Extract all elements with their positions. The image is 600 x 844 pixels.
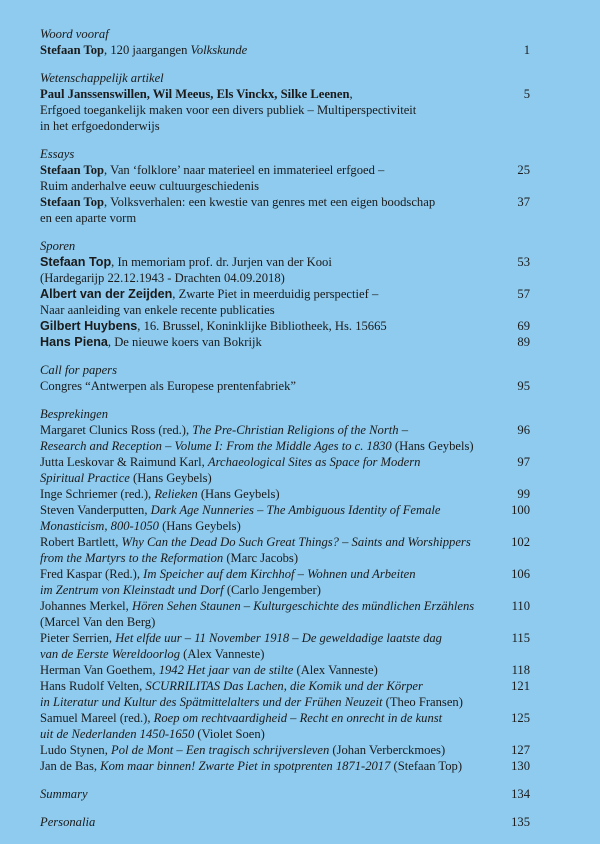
entry-line	[40, 678, 488, 694]
title-italic: uit de Nederlanden 1450-1650	[40, 727, 195, 741]
author-name: Albert van der Zeijden	[40, 287, 173, 301]
entry-line	[40, 470, 488, 486]
entry-text: Congres “Antwerpen als Europese prentenfabriek”	[40, 379, 296, 393]
entry-line	[40, 102, 488, 118]
entry-text: (Hans Geybels)	[129, 471, 212, 485]
entry-text: Robert Bartlett,	[40, 535, 122, 549]
author-name: Stefaan Top	[40, 255, 112, 269]
page-number: 99	[517, 487, 530, 501]
entry-text: (Marcel Van den Berg)	[40, 615, 156, 629]
entry-line	[40, 550, 488, 566]
title-italic: Hören Sehen Staunen – Kulturgeschichte des mündlichen Erzählens	[131, 599, 475, 613]
page-number: 37	[517, 195, 530, 209]
entry-text: Steven Vanderputten,	[40, 503, 151, 517]
toc-entry	[40, 162, 530, 194]
toc-entry	[40, 678, 530, 710]
toc-entry	[40, 710, 530, 742]
entry-text: (Hans Geybels)	[391, 439, 474, 453]
section-heading: Personalia	[40, 815, 96, 829]
author-name: Stefaan Top	[40, 195, 105, 209]
section-heading: Sporen	[40, 239, 76, 253]
entry-line	[40, 582, 488, 598]
entry-line	[40, 118, 488, 134]
page-number: 57	[517, 287, 530, 301]
table-of-contents	[40, 26, 530, 842]
page-number: 130	[511, 759, 530, 773]
toc-section	[40, 786, 530, 802]
entry-line	[40, 726, 488, 742]
entry-line	[40, 210, 488, 226]
title-italic: in Literatur und Kultur des Spätmittelalters und der Frühen Neuzeit	[40, 695, 383, 709]
author-name: Paul Janssenswillen, Wil Meeus, Els Vinckx, Silke Leenen	[40, 87, 350, 101]
entry-text: (Alex Vanneste)	[180, 647, 265, 661]
toc-entry	[40, 758, 530, 774]
entry-text: Hans Rudolf Velten,	[40, 679, 146, 693]
entry-text: (Johan Verberckmoes)	[329, 743, 446, 757]
entry-text: Fred Kaspar (Red.),	[40, 567, 144, 581]
entry-text: en een aparte vorm	[40, 211, 137, 225]
toc-entry	[40, 814, 530, 830]
entry-line	[40, 270, 488, 286]
entry-line	[40, 254, 488, 270]
page-number: 121	[511, 679, 530, 693]
entry-line	[40, 286, 488, 302]
toc-section	[40, 238, 530, 350]
title-italic: Relieken	[154, 487, 198, 501]
entry-line	[40, 454, 488, 470]
title-italic: Pol de Mont – Een tragisch schrijversleven	[111, 743, 330, 757]
entry-line	[40, 646, 488, 662]
entry-text: (Theo Fransen)	[382, 695, 463, 709]
entry-text: (Hardegarijp 22.12.1943 - Drachten 04.09.2018)	[40, 271, 285, 285]
page-number: 127	[511, 743, 530, 757]
page-number: 89	[517, 335, 530, 349]
entry-line	[40, 758, 488, 774]
page-number: 100	[511, 503, 530, 517]
entry-text: Inge Schriemer (red.),	[40, 487, 155, 501]
title-italic: Spiritual Practice	[40, 471, 130, 485]
title-italic: Research and Reception – Volume I: From the Middle Ages to c. 1830	[40, 439, 392, 453]
entry-text: , 120 jaargangen	[104, 43, 191, 57]
entry-text: , 16. Brussel, Koninklijke Bibliotheek, Hs. 15665	[137, 319, 387, 333]
toc-entry	[40, 630, 530, 662]
page-number: 53	[517, 255, 530, 269]
entry-line	[40, 598, 488, 614]
toc-section	[40, 70, 530, 134]
entry-text: Samuel Mareel (red.),	[40, 711, 154, 725]
entry-line	[40, 422, 488, 438]
toc-section	[40, 814, 530, 830]
toc-entry	[40, 254, 530, 286]
entry-text: Jan de Bas,	[40, 759, 101, 773]
toc-entry	[40, 318, 530, 334]
section-heading: Besprekingen	[40, 407, 109, 421]
toc-entry	[40, 786, 530, 802]
page-number: 25	[517, 163, 530, 177]
entry-text: Naar aanleiding van enkele recente publicaties	[40, 303, 275, 317]
page-number: 69	[517, 319, 530, 333]
entry-text: , In memoriam prof. dr. Jurjen van der Kooi	[111, 255, 332, 269]
entry-text: , Van ‘folklore’ naar materieel en immaterieel erfgoed –	[104, 163, 385, 177]
entry-line	[40, 630, 488, 646]
entry-text: (Stefaan Top)	[390, 759, 463, 773]
page-number: 106	[511, 567, 530, 581]
toc-entry	[40, 662, 530, 678]
entry-line	[40, 662, 488, 678]
title-italic: Im Speicher auf dem Kirchhof – Wohnen und Arbeiten	[143, 567, 416, 581]
entry-text: Herman Van Goethem,	[40, 663, 159, 677]
toc-entry	[40, 486, 530, 502]
entry-line	[40, 710, 488, 726]
entry-line	[40, 566, 488, 582]
title-italic: from the Martyrs to the Reformation	[40, 551, 224, 565]
toc-entry	[40, 194, 530, 226]
entry-text: , Zwarte Piet in meerduidig perspectief –	[172, 287, 379, 301]
entry-text: Pieter Serrien,	[40, 631, 116, 645]
entry-line	[40, 318, 488, 334]
entry-text: ,	[349, 87, 353, 101]
entry-text: Jutta Leskovar & Raimund Karl,	[40, 455, 208, 469]
entry-text: Margaret Clunics Ross (red.),	[40, 423, 193, 437]
title-italic: im Zentrum von Kleinstadt und Dorf	[40, 583, 224, 597]
toc-entry	[40, 334, 530, 350]
toc-section	[40, 362, 530, 394]
toc-entry	[40, 566, 530, 598]
entry-line	[40, 742, 488, 758]
entry-text: Ruim anderhalve eeuw cultuurgeschiedenis	[40, 179, 260, 193]
entry-line	[40, 334, 488, 350]
title-italic: The Pre-Christian Religions of the North –	[192, 423, 408, 437]
toc-section	[40, 26, 530, 58]
toc-entry	[40, 422, 530, 454]
entry-line	[40, 42, 488, 58]
page-number: 95	[517, 379, 530, 393]
entry-text: , Volksverhalen: een kwestie van genres met een eigen boodschap	[104, 195, 436, 209]
author-name: Hans Piena	[40, 335, 108, 349]
title-italic: Volkskunde	[190, 43, 248, 57]
page-number: 110	[511, 599, 530, 613]
title-italic: 1942 Het jaar van de stilte	[158, 663, 294, 677]
toc-entry	[40, 42, 530, 58]
entry-text: (Marc Jacobs)	[223, 551, 299, 565]
page-number: 115	[511, 631, 530, 645]
title-italic: Roep om rechtvaardigheid – Recht en onrecht in de kunst	[153, 711, 443, 725]
toc-entry	[40, 502, 530, 534]
page-number: 5	[523, 87, 530, 101]
entry-text: (Carlo Jengember)	[223, 583, 321, 597]
page-number: 96	[517, 423, 530, 437]
title-italic: Archaeological Sites as Space for Modern	[207, 455, 421, 469]
section-heading: Summary	[40, 787, 88, 801]
toc-entry	[40, 86, 530, 134]
page-number: 118	[511, 663, 530, 677]
entry-text: Ludo Stynen,	[40, 743, 112, 757]
title-italic: Why Can the Dead Do Such Great Things? – Saints and Worshippers	[121, 535, 471, 549]
entry-line	[40, 534, 488, 550]
entry-text: , De nieuwe koers van Bokrijk	[107, 335, 262, 349]
page-number: 134	[511, 787, 530, 801]
title-italic: Het elfde uur – 11 November 1918 – De geweldadige laatste dag	[115, 631, 442, 645]
toc-entry	[40, 534, 530, 566]
entry-text: Erfgoed toegankelijk maken voor een divers publiek – Multiperspectiviteit	[40, 103, 417, 117]
section-heading: Essays	[40, 147, 75, 161]
entry-text: (Violet Soen)	[194, 727, 265, 741]
entry-line	[40, 86, 488, 102]
entry-text: in het erfgoedonderwijs	[40, 119, 160, 133]
page-number: 125	[511, 711, 530, 725]
toc-entry	[40, 598, 530, 630]
title-italic: Dark Age Nunneries – The Ambiguous Identity of Female	[150, 503, 441, 517]
title-italic: Kom maar binnen! Zwarte Piet in spotprenten 1871-2017	[100, 759, 391, 773]
entry-text: (Hans Geybels)	[197, 487, 280, 501]
toc-entry	[40, 286, 530, 318]
toc-section	[40, 146, 530, 226]
entry-line	[40, 302, 488, 318]
entry-line	[40, 378, 488, 394]
title-italic: van de Eerste Wereldoorlog	[40, 647, 181, 661]
entry-line	[40, 486, 488, 502]
entry-text: (Alex Vanneste)	[293, 663, 378, 677]
author-name: Gilbert Huybens	[40, 319, 138, 333]
entry-line	[40, 178, 488, 194]
entry-line	[40, 694, 488, 710]
entry-text: Johannes Merkel,	[40, 599, 132, 613]
title-italic: SCURRILITAS Das Lachen, die Komik und der Körper	[145, 679, 423, 693]
title-italic: Monasticism, 800-1050	[40, 519, 159, 533]
author-name: Stefaan Top	[40, 163, 105, 177]
page-number: 1	[523, 43, 530, 57]
author-name: Stefaan Top	[40, 43, 105, 57]
entry-line	[40, 162, 488, 178]
page-number: 102	[511, 535, 530, 549]
section-heading: Wetenschappelijk artikel	[40, 71, 164, 85]
entry-line	[40, 194, 488, 210]
entry-line	[40, 614, 488, 630]
entry-line	[40, 502, 488, 518]
toc-section	[40, 406, 530, 774]
page-number: 97	[517, 455, 530, 469]
toc-entry	[40, 378, 530, 394]
section-heading: Woord vooraf	[40, 27, 109, 41]
toc-entry	[40, 742, 530, 758]
toc-entry	[40, 454, 530, 486]
entry-line	[40, 438, 488, 454]
page-number: 135	[511, 815, 530, 829]
entry-line	[40, 518, 488, 534]
section-heading: Call for papers	[40, 363, 117, 377]
entry-text: (Hans Geybels)	[158, 519, 241, 533]
